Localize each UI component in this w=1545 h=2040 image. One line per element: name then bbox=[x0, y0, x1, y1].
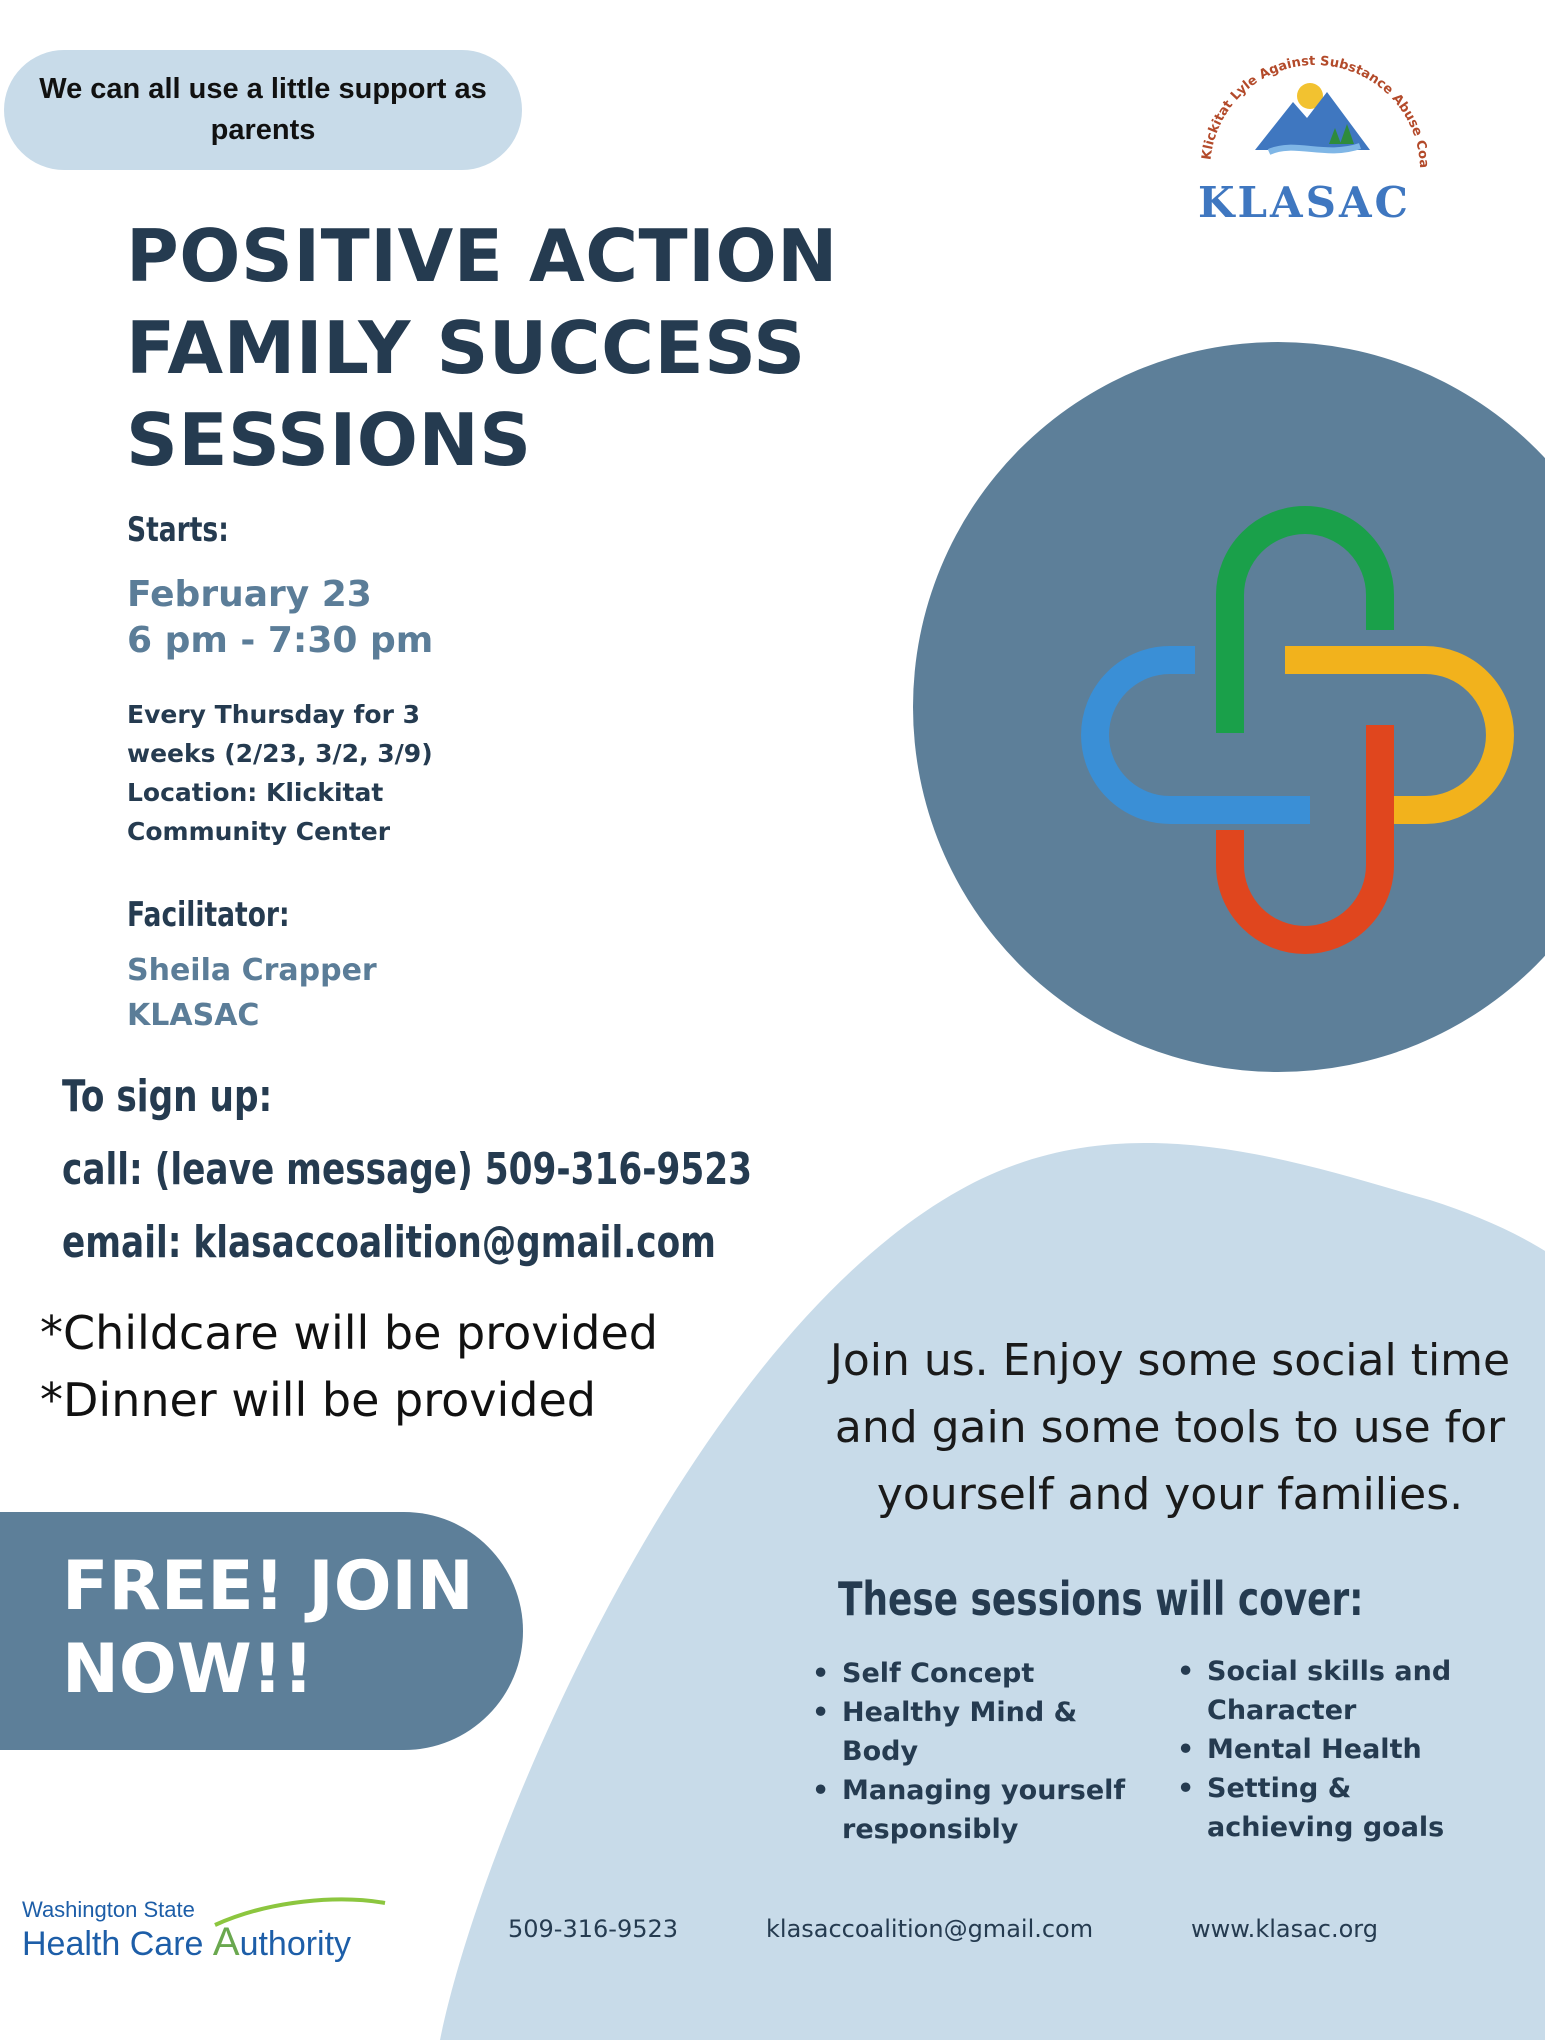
signup-email[interactable]: email: klasaccoalition@gmail.com bbox=[62, 1217, 716, 1268]
footer-website[interactable]: www.klasac.org bbox=[1191, 1915, 1378, 1943]
list-item: • Healthy Mind & Body bbox=[810, 1693, 1140, 1771]
interlocking-symbol-icon bbox=[1070, 500, 1530, 960]
title-line: SESSIONS bbox=[126, 398, 532, 482]
title-line: POSITIVE ACTION bbox=[126, 214, 838, 298]
top-banner bbox=[4, 50, 522, 170]
join-line: yourself and your families. bbox=[876, 1469, 1464, 1520]
mountain-logo-icon bbox=[1185, 40, 1445, 190]
top-banner-text: We can all use a little support as parents bbox=[39, 73, 487, 146]
footer-email[interactable]: klasaccoalition@gmail.com bbox=[766, 1915, 1094, 1943]
dinner-note: *Dinner will be provided bbox=[40, 1373, 596, 1427]
start-time: 6 pm - 7:30 pm bbox=[127, 620, 434, 661]
partner-logo-line1: Washington State bbox=[22, 1897, 195, 1922]
join-line: Join us. Enjoy some social time bbox=[829, 1335, 1511, 1386]
session-date-time bbox=[127, 572, 433, 664]
details-line: Every Thursday for 3 bbox=[127, 700, 420, 729]
childcare-note: *Childcare will be provided bbox=[40, 1306, 658, 1360]
join-line: and gain some tools to use for bbox=[834, 1402, 1506, 1453]
cta-line: FREE! JOIN bbox=[62, 1547, 474, 1626]
cta-line: NOW!! bbox=[62, 1630, 314, 1709]
details-line: weeks (2/23, 3/2, 3/9) bbox=[127, 739, 433, 768]
session-details bbox=[127, 695, 487, 851]
list-item: • Setting & achieving goals bbox=[1175, 1769, 1465, 1847]
list-item: • Managing yourself responsibly bbox=[810, 1771, 1140, 1849]
list-item: • Mental Health bbox=[1175, 1730, 1465, 1769]
swoosh-icon bbox=[210, 1895, 390, 1935]
logo-arc-text: Klickitat Lyle Against Substance Abuse Coa bbox=[1199, 53, 1432, 169]
start-date: February 23 bbox=[127, 574, 372, 615]
topics-list-right bbox=[1175, 1652, 1465, 1847]
footer-phone[interactable]: 509-316-9523 bbox=[508, 1915, 679, 1943]
cta-text bbox=[62, 1545, 474, 1711]
starts-label: Starts: bbox=[127, 510, 229, 550]
details-line: Community Center bbox=[127, 817, 391, 846]
signup-section bbox=[62, 1060, 752, 1279]
topics-heading: These sessions will cover: bbox=[838, 1572, 1364, 1626]
topics-list-left bbox=[810, 1654, 1140, 1849]
signup-heading: To sign up: bbox=[62, 1071, 273, 1122]
join-paragraph bbox=[800, 1327, 1540, 1528]
list-item: • Self Concept bbox=[810, 1654, 1140, 1693]
details-line: Location: Klickitat bbox=[127, 778, 384, 807]
page-title bbox=[126, 210, 846, 486]
title-line: FAMILY SUCCESS bbox=[126, 306, 806, 390]
partner-logo-line2: Health Care Authority bbox=[22, 1920, 352, 1964]
logo-wordmark: KLASAC bbox=[1198, 178, 1411, 227]
facilitator-info bbox=[127, 948, 377, 1038]
facilitator-label: Facilitator: bbox=[127, 895, 290, 935]
provided-notes bbox=[40, 1300, 658, 1434]
signup-phone[interactable]: call: (leave message) 509-316-9523 bbox=[62, 1144, 753, 1195]
facilitator-name: Sheila Crapper bbox=[127, 953, 377, 988]
facilitator-org: KLASAC bbox=[127, 998, 260, 1033]
list-item: • Social skills and Character bbox=[1175, 1652, 1465, 1730]
